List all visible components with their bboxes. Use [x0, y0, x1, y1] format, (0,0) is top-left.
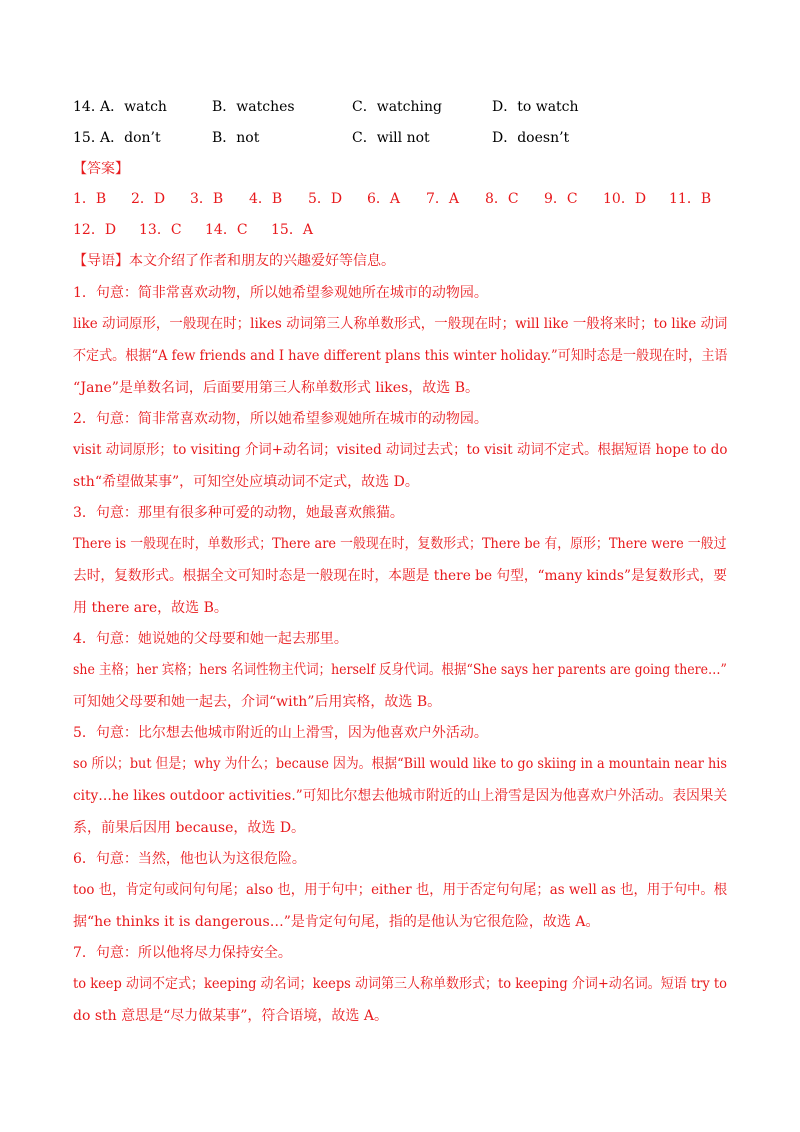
answer-item: 6．A: [367, 191, 401, 207]
question-number: 15．: [73, 130, 105, 146]
answer-item: 11．B: [669, 191, 712, 207]
explanation-line: visit 动词原形；to visiting 介词+动名词；visited 动词过去式；to visit 动词不定式。根据短语 hope to do: [73, 442, 728, 458]
explanation-line: so 所以；but 但是；why 为什么；because 因为。根据“Bill would like to go skiing in a mountain near his: [73, 756, 727, 772]
answer-item: 3．B: [190, 191, 224, 207]
explanation-line: 不定式。根据“A few friends and I have different plans this winter holiday.”可知时态是一般现在时，主语: [73, 348, 728, 364]
explanation-line: 系，前果后因用 because，故选 D。: [73, 820, 306, 836]
option-b: B．not: [212, 130, 260, 146]
answer-item: 15．A: [271, 222, 313, 238]
explanation-heading: 3．句意：那里有很多种可爱的动物，她最喜欢熊猫。: [73, 505, 404, 521]
explanation-line: “Jane”是单数名词，后面要用第三人称单数形式 likes，故选 B。: [73, 380, 479, 396]
answer-item: 2．D: [131, 191, 166, 207]
option-c: C．watching: [352, 99, 442, 115]
answer-item: 7．A: [426, 191, 460, 207]
explanation-heading: 4．句意：她说她的父母要和她一起去那里。: [73, 631, 348, 647]
option-d: D．to watch: [492, 99, 579, 115]
answer-item: 4．B: [249, 191, 283, 207]
answer-item: 14．C: [205, 222, 248, 238]
explanation-heading: 2．句意：简非常喜欢动物，所以她希望参观她所在城市的动物园。: [73, 411, 488, 427]
explanation-line: to keep 动词不定式；keeping 动名词；keeps 动词第三人称单数形式；to keeping 介词+动名词。短语 try to: [73, 976, 727, 992]
explanation-line: too 也，肯定句或问句句尾；also 也，用于句中；either 也，用于否定句句尾；as well as 也，用于句中。根: [73, 882, 728, 898]
explanation-line: 去时，复数形式。根据全文可知时态是一般现在时，本题是 there be 句型，“many kinds”是复数形式，要: [73, 568, 727, 584]
explanation-line: 据“he thinks it is dangerous…”是肯定句句尾，指的是他认为它很危险，故选 A。: [73, 914, 600, 930]
answer-item: 1．B: [73, 191, 107, 207]
explanation-heading: 1．句意：简非常喜欢动物，所以她希望参观她所在城市的动物园。: [73, 285, 488, 301]
answer-item: 9．C: [544, 191, 578, 207]
option-d: D．doesn’t: [492, 130, 570, 146]
answer-heading: 【答案】: [73, 161, 129, 177]
explanation-line: she 主格；her 宾格；hers 名词性物主代词；herself 反身代词。根据“She says her parents are going there…”: [73, 662, 727, 678]
answer-item: 12．D: [73, 222, 117, 238]
option-a: A．watch: [100, 99, 167, 115]
answer-item: 13．C: [139, 222, 182, 238]
explanation-line: do sth 意思是“尽力做某事”，符合语境，故选 A。: [73, 1008, 388, 1024]
explanation-line: 可知她父母要和她一起去，介词“with”后用宾格，故选 B。: [73, 694, 442, 710]
explanation-heading: 7．句意：所以他将尽力保持安全。: [73, 945, 292, 961]
explanation-heading: 6．句意：当然，他也认为这很危险。: [73, 851, 306, 867]
explanation-line: city…he likes outdoor activities.”可知比尔想去他城市附近的山上滑雪是因为他喜欢户外活动。表因果关: [73, 788, 728, 804]
explanation-line: There is 一般现在时，单数形式；There are 一般现在时，复数形式；There be 有，原形；There were 一般过: [73, 536, 727, 552]
answer-item: 5．D: [308, 191, 343, 207]
option-b: B．watches: [212, 99, 295, 115]
guide-text: 【导语】本文介绍了作者和朋友的兴趣爱好等信息。: [73, 253, 395, 269]
explanation-heading: 5．句意：比尔想去他城市附近的山上滑雪，因为他喜欢户外活动。: [73, 725, 488, 741]
question-number: 14．: [73, 99, 105, 115]
explanation-line: sth“希望做某事”，可知空处应填动词不定式，故选 D。: [73, 474, 419, 490]
option-a: A．don’t: [100, 130, 161, 146]
explanation-line: 用 there are，故选 B。: [73, 600, 228, 616]
option-c: C．will not: [352, 130, 430, 146]
explanation-line: like 动词原形，一般现在时；likes 动词第三人称单数形式，一般现在时；will like 一般将来时；to like 动词: [73, 316, 728, 332]
answer-item: 10．D: [603, 191, 647, 207]
answer-item: 8．C: [485, 191, 519, 207]
